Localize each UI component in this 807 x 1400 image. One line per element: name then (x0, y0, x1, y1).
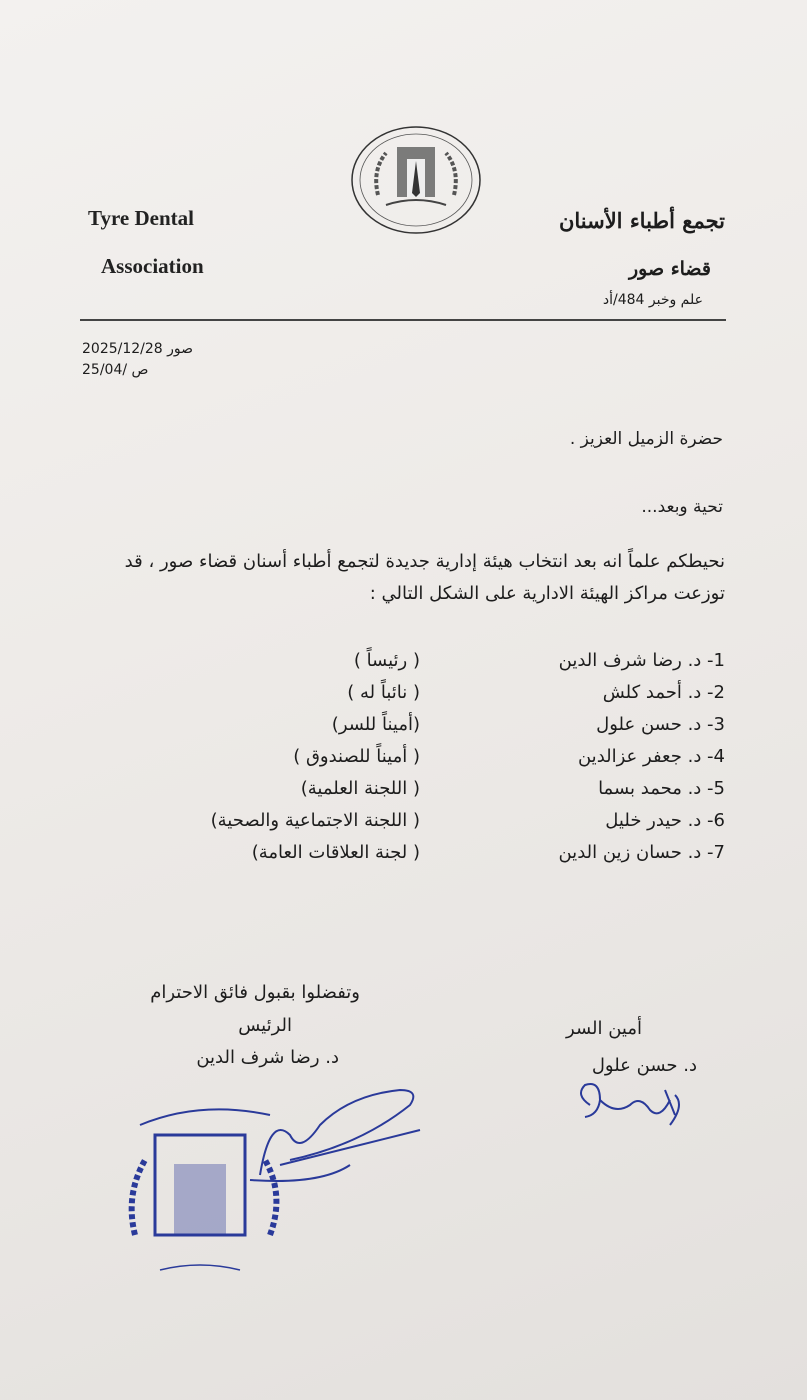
license-number: علم وخبر 484/أد (602, 292, 703, 308)
list-item (165, 650, 725, 681)
closing-regards: وتفضلوا بقبول فائق الاحترام (150, 982, 360, 1003)
salutation: حضرة الزميل العزيز . (569, 429, 723, 449)
official-stamp (120, 1085, 440, 1295)
member-role: ( اللجنة الاجتماعية والصحية) (210, 810, 420, 831)
president-title: الرئيس (238, 1015, 292, 1036)
list-item (165, 810, 725, 841)
member-name: 2- د. أحمد كلش (602, 682, 725, 703)
secretary-name: د. حسن علول (591, 1055, 697, 1076)
member-role: ( رئيساً ) (353, 650, 420, 671)
member-name: 5- د. محمد بسما (598, 778, 725, 799)
english-name-line2: Association (101, 254, 204, 278)
list-item (165, 842, 725, 873)
header-divider (80, 319, 726, 321)
english-name-line1: Tyre Dental (88, 206, 194, 230)
member-name: 6- د. حيدر خليل (605, 810, 725, 831)
member-name: 1- د. رضا شرف الدين (558, 650, 725, 671)
member-role: (أميناً للسر) (331, 714, 420, 735)
arabic-name-line2: قضاء صور (628, 258, 711, 280)
member-role: ( لجنة العلاقات العامة) (251, 842, 420, 863)
president-name: د. رضا شرف الدين (196, 1047, 339, 1068)
association-logo (350, 125, 482, 235)
date: صور 2025/12/28 (82, 341, 194, 357)
member-name: 7- د. حسان زين الدين (558, 842, 725, 863)
member-name: 3- د. حسن علول (596, 714, 725, 735)
list-item (165, 746, 725, 777)
list-item (165, 682, 725, 713)
member-role: ( اللجنة العلمية) (300, 778, 420, 799)
intro-paragraph: نحيطكم علماً انه بعد انتخاب هيئة إدارية جديدة لتجمع أطباء أسنان قضاء صور ، قد توزعت مراكز الهيئة الادارية على الشكل التالي : (124, 551, 725, 604)
member-role: ( نائباً له ) (347, 682, 420, 703)
list-item (165, 778, 725, 809)
secretary-signature (570, 1075, 690, 1145)
greeting: تحية وبعد... (641, 497, 723, 517)
reference-number: ص /25/04 (82, 362, 149, 378)
member-role: ( أميناً للصندوق ) (293, 746, 420, 767)
arabic-name-line1: تجمع أطباء الأسنان (558, 208, 725, 233)
member-name: 4- د. جعفر عزالدين (577, 746, 725, 767)
list-item (165, 714, 725, 745)
secretary-title: أمين السر (566, 1018, 642, 1039)
